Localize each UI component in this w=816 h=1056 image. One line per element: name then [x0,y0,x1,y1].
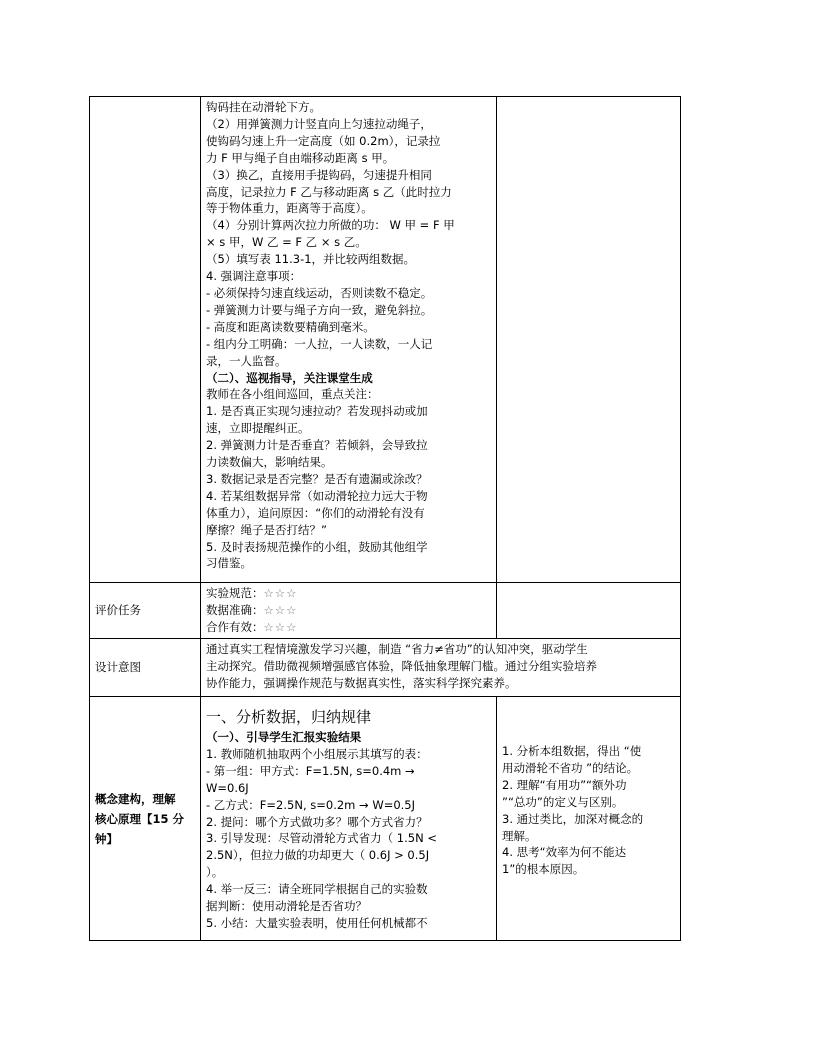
text-line: 2. 提问：哪个方式做功多？哪个方式省力？ [206,814,428,829]
text-line: - 高度和距离读数要精确到毫米。 [206,319,375,334]
text-line: 使钩码匀速上升一定高度（如 0.2m），记录拉 [206,133,441,148]
text-line: 5. 及时表扬规范操作的小组，鼓励其他组学 [206,539,428,554]
evaluation-row [90,583,681,639]
evaluation-label: 评价任务 [90,583,201,639]
text-line: 录，一人监督。 [206,353,287,368]
design-label: 设计意图 [90,639,201,697]
text-line: - 第一组：甲方式：F=1.5N, s=0.4m → [206,763,415,778]
text-line: 教师在各小组间巡回，重点关注： [206,387,379,402]
text-line: ）。 [206,865,224,880]
evaluation-item-name: 数据准确： [206,602,264,617]
procedure-content-cell [201,97,497,583]
design-row [90,639,681,697]
procedure-label-cell [90,97,201,583]
text-line: - 弹簧测力计要与绳子方向一致，避免斜拉。 [206,302,433,317]
label-line: 核心原理【15 分 [95,811,185,826]
text-line: ”“总功”的定义与区别。 [502,794,624,809]
text-line: W=0.6J [206,780,249,795]
evaluation-item [206,602,491,619]
concept-label [90,697,201,941]
text-line: （5）填写表 11.3-1，并比较两组数据。 [206,252,416,267]
text-line: 3. 数据记录是否完整？是否有遗漏或涂改？ [206,471,428,486]
text-line: 4. 思考“效率为何不能达 [502,845,627,860]
concept-content-cell [201,697,497,941]
star-rating: ☆☆☆ [263,619,298,634]
text-line: 4. 若某组数据异常（如动滑轮拉力远大于物 [206,488,428,503]
text-line: 高度，记录拉力 F 乙与移动距离 s 乙（此时拉力 [206,184,452,199]
text-line: 主动探究。借助微视频增强感官体验，降低抽象理解门槛。通过分组实验培养 [206,658,597,673]
evaluation-item [206,585,491,602]
label-line: 概念建构，理解 [95,791,176,806]
design-content-cell [201,639,681,697]
concept-row [90,697,681,941]
evaluation-content-cell [201,583,497,639]
text-line: 力读数偏大，影响结果。 [206,455,333,470]
evaluation-item-name: 实验规范： [206,586,264,600]
text-line: 2. 理解“有用功”“额外功 [502,777,627,792]
section-subheading: （一）、引导学生汇报实验结果 [206,730,362,744]
text-line: × s 甲，W 乙 = F 乙 × s 乙。 [206,235,367,250]
section-subheading: （二）、巡视指导，关注课堂生成 [206,370,373,385]
text-line: 4. 举一反三：请全班同学根据自己的实验数 [206,882,428,897]
text-line: 3. 引导发现：尽管动滑轮方式省力（ 1.5N < [206,831,437,846]
text-line: （2）用弹簧测力计竖直向上匀速拉动绳子， [206,116,432,131]
text-line: - 组内分工明确：一人拉，一人读数，一人记 [206,336,433,351]
star-rating: ☆☆☆ [263,586,298,600]
text-line: 1”的根本原因。 [502,862,585,877]
text-line: 4. 强调注意事项： [206,269,302,284]
star-rating: ☆☆☆ [263,602,298,617]
section-title: 一、分析数据，归纳规律 [206,708,372,726]
text-line: 1. 教师随机抽取两个小组展示其填写的表： [206,746,428,761]
text-line: （4）分别计算两次拉力所做的功： W 甲 = F 甲 [206,218,455,233]
text-line: 速，立即提醒纠正。 [206,421,310,436]
text-line: 2.5N），但拉力做的功却更大（ 0.6J > 0.5J [206,848,430,863]
text-line: 力 F 甲与绳子自由端移动距离 s 甲。 [206,150,395,165]
text-line: 摩擦？绳子是否打结？” [206,522,327,537]
evaluation-empty-cell [497,583,681,639]
text-line: 2. 弹簧测力计是否垂直？若倾斜，会导致拉 [206,438,428,453]
text-line: 协作能力，强调操作规范与数据真实性，落实科学探究素养。 [206,675,517,690]
text-line: 习借鉴。 [206,556,252,571]
text-line: 5. 小结：大量实验表明，使用任何机械都不 [206,915,428,930]
lesson-plan-table [89,96,681,941]
evaluation-item-name: 合作有效： [206,619,264,634]
procedure-student-cell [497,97,681,583]
text-line: 通过真实工程情境激发学习兴趣，制造 “省力≠省功”的认知冲突，驱动学生 [206,642,588,656]
text-line: - 必须保持匀速直线运动，否则读数不稳定。 [206,285,433,300]
text-line: 1. 是否真正实现匀速拉动？若发现抖动或加 [206,404,428,419]
text-line: 理解。 [502,828,537,843]
text-line: - 乙方式：F=2.5N, s=0.2m → W=0.5J [206,797,416,812]
text-line: 1. 分析本组数据，得出 “使 [502,744,642,758]
text-line: 体重力），追问原因：“你们的动滑轮有没有 [206,505,425,520]
label-line: 钟】 [95,831,118,846]
text-line: 钩码挂在动滑轮下方。 [206,100,321,114]
evaluation-item [206,619,491,636]
text-line: 据判断：使用动滑轮是否省功？ [206,899,367,914]
text-line: （3）换乙，直接用手提钩码，匀速提升相同 [206,167,432,182]
text-line: 等于物体重力，距离等于高度）。 [206,201,373,216]
text-line: 用动滑轮不省功 ”的结论。 [502,760,639,775]
text-line: 3. 通过类比，加深对概念的 [502,811,644,826]
concept-student-cell [497,697,681,941]
procedure-row [90,97,681,583]
